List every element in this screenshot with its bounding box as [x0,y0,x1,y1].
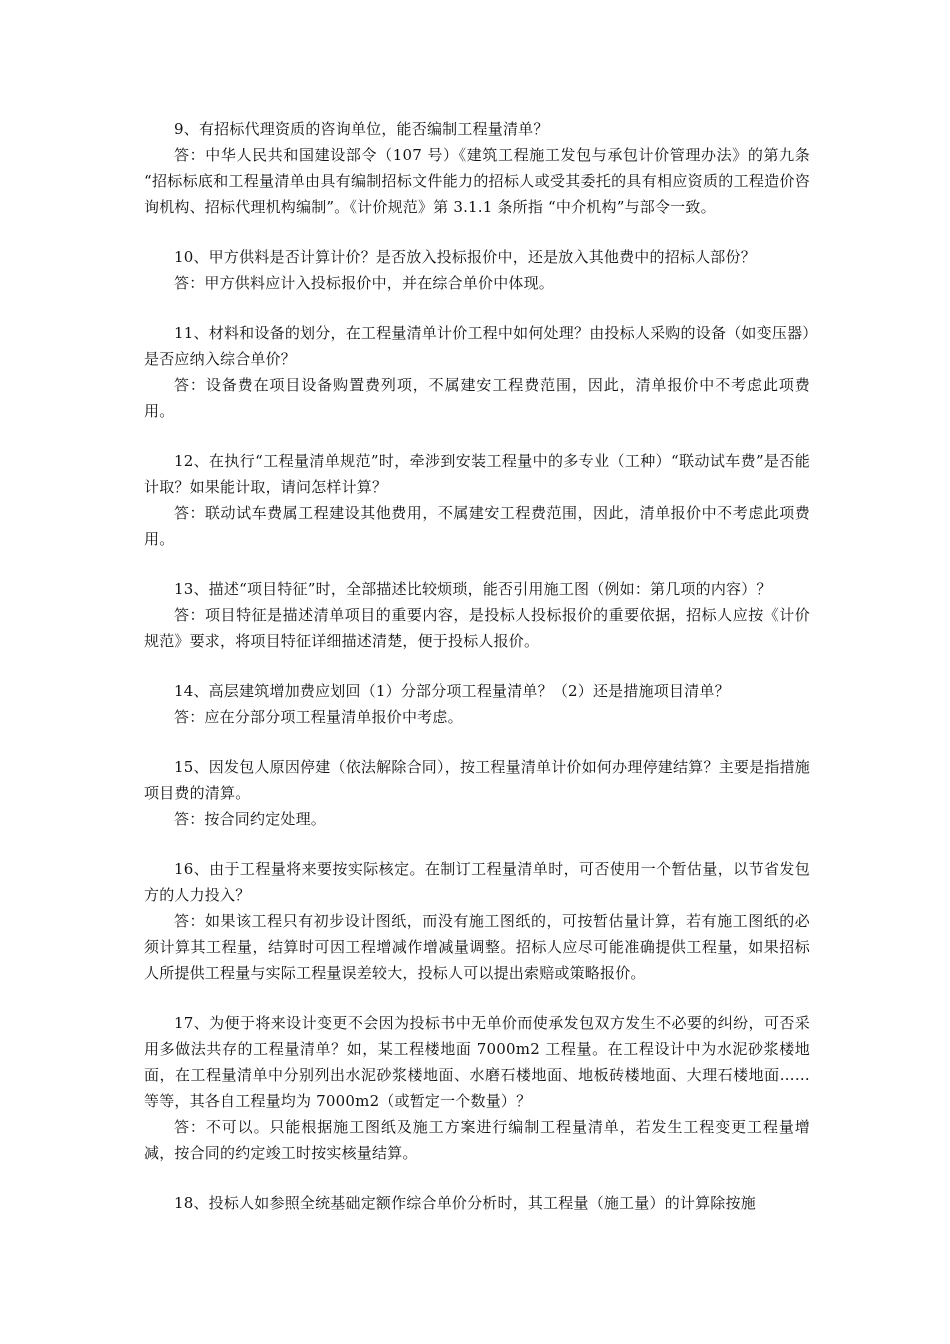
answer-text: 答：按合同约定处理。 [174,810,327,828]
answer-text: 答：中华人民共和国建设部令（107 号）《建筑工程施工发包与承包计价管理办法》的第九条 “招标标底和工程量清单由具有编制招标文件能力的招标人或受其委托的具有相应资质的工程造价咨询机构、招标代理机构编制”。《计价规范》第 3.1.1 条所指 “中介机构”与部令一致。 [144,146,810,216]
question-text: 9、有招标代理资质的咨询单位，能否编制工程量清单？ [174,120,549,138]
question-text: 16、由于工程量将来要按实际核定。在制订工程量清单时，可否使用一个暂估量，以节省发包方的人力投入？ [144,860,810,904]
answer-text: 答：如果该工程只有初步设计图纸，而没有施工图纸的，可按暂估量计算，若有施工图纸的必须计算其工程量，结算时可因工程增减作增减量调整。招标人应尽可能准确提供工程量，如果招标人所提供工程量与实际工程量误差较大，投标人可以提出索赔或策略报价。 [144,912,810,982]
answer-text: 答：应在分部分项工程量清单报价中考虑。 [174,708,463,726]
answer-text: 答：设备费在项目设备购置费列项，不属建安工程费范围，因此，清单报价中不考虑此项费用。 [144,376,810,420]
question-text: 12、在执行“工程量清单规范”时，牵涉到安装工程量中的多专业（工种）“联动试车费”是否能计取？如果能计取，请问怎样计算？ [144,452,810,496]
qa-item-14 [144,678,810,730]
qa-item-11 [144,320,810,424]
question-text: 14、高层建筑增加费应划回（1）分部分项工程量清单？（2）还是措施项目清单？ [174,682,730,700]
question-text: 17、为便于将来设计变更不会因为投标书中无单价而使承发包双方发生不必要的纠纷，可否采用多做法共存的工程量清单？如，某工程楼地面 7000m2 工程量。在工程设计中为水泥砂浆楼地面，在工程量清单中分别列出水泥砂浆楼地面、水磨石楼地面、地板砖楼地面、大理石楼地面……等等，其各自工程量均为 7000m2（或暂定一个数量）？ [144,1014,810,1110]
qa-item-12 [144,448,810,552]
qa-item-18 [144,1190,810,1216]
qa-item-17 [144,1010,810,1166]
question-text: 10、甲方供料是否计算计价？是否放入投标报价中，还是放入其他费中的招标人部份？ [174,248,756,266]
document-page [144,116,810,1240]
question-text: 11、材料和设备的划分，在工程量清单计价工程中如何处理？由投标人采购的设备（如变压器）是否应纳入综合单价？ [144,324,810,368]
answer-text: 答：联动试车费属工程建设其他费用，不属建安工程费范围，因此，清单报价中不考虑此项费用。 [144,504,810,548]
question-text: 18、投标人如参照全统基础定额作综合单价分析时，其工程量（施工量）的计算除按施 [174,1194,756,1212]
answer-text: 答：甲方供料应计入投标报价中，并在综合单价中体现。 [174,274,555,292]
question-text: 13、描述“项目特征”时，全部描述比较烦琐，能否引用施工图（例如：第几项的内容）？ [174,580,772,598]
qa-item-10 [144,244,810,296]
qa-item-15 [144,754,810,832]
question-text: 15、因发包人原因停建（依法解除合同），按工程量清单计价如何办理停建结算？主要是指措施项目费的清算。 [144,758,810,802]
answer-text: 答：项目特征是描述清单项目的重要内容，是投标人投标报价的重要依据，招标人应按《计价规范》要求，将项目特征详细描述清楚，便于投标人报价。 [144,606,810,650]
qa-item-9 [144,116,810,220]
answer-text: 答：不可以。只能根据施工图纸及施工方案进行编制工程量清单，若发生工程变更工程量增减，按合同的约定竣工时按实核量结算。 [144,1118,810,1162]
qa-item-13 [144,576,810,654]
qa-item-16 [144,856,810,986]
